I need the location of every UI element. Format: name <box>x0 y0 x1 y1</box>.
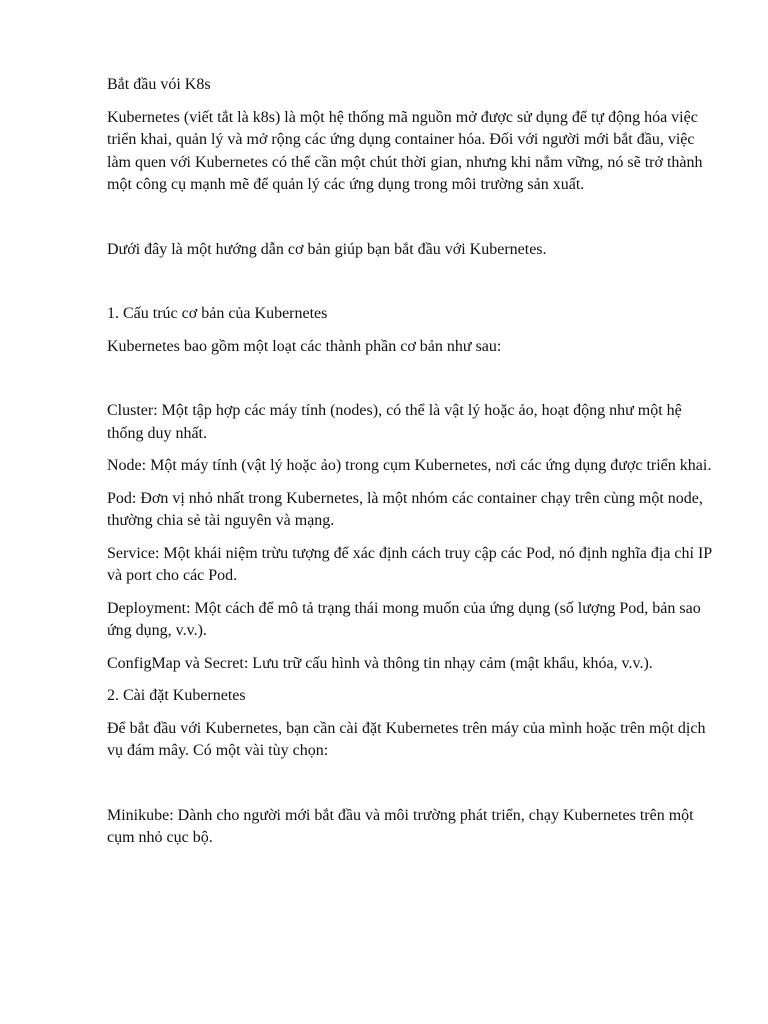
section2-intro: Để bắt đầu với Kubernetes, bạn cần cài đặt Kubernetes trên máy của mình hoặc trên một dịch vụ đám mây. Có một vài tùy chọn: <box>107 719 706 759</box>
section1-intro: Kubernetes bao gồm một loạt các thành phần cơ bản như sau: <box>107 337 502 355</box>
document-body <box>107 74 722 850</box>
guide-intro-paragraph: Dưới đây là một hướng dẫn cơ bản giúp bạn bắt đầu với Kubernetes. <box>107 240 547 258</box>
intro-paragraph: Kubernetes (viết tắt là k8s) là một hệ thống mã nguồn mở được sử dụng để tự động hóa việc triển khai, quản lý và mở rộng các ứng dụng container hóa. Đối với người mới bắt đầu, việc làm quen với Kubernetes có thể cần một chút thời gian, nhưng khi nắm vững, nó sẽ trở thành một công cụ mạnh mẽ để quản lý các ứng dụng trong môi trường sản xuất. <box>107 108 703 193</box>
section2-heading: 2. Cài đặt Kubernetes <box>107 687 246 704</box>
document-title: Bắt đầu vói K8s <box>107 76 211 93</box>
section2-item-minikube: Minikube: Dành cho người mới bắt đầu và môi trường phát triển, chạy Kubernetes trên một cụm nhỏ cục bộ. <box>107 806 694 846</box>
section1-item-configmap-secret: ConfigMap và Secret: Lưu trữ cấu hình và thông tin nhạy cảm (mật khẩu, khóa, v.v.). <box>107 654 653 672</box>
section1-item-deployment: Deployment: Một cách để mô tả trạng thái mong muốn của ứng dụng (số lượng Pod, bản sao ứng dụng, v.v.). <box>107 599 701 639</box>
section1-heading: 1. Cấu trúc cơ bản của Kubernetes <box>107 305 328 322</box>
section1-item-pod: Pod: Đơn vị nhỏ nhất trong Kubernetes, là một nhóm các container chạy trên cùng một node, thường chia sẻ tài nguyên và mạng. <box>107 489 703 529</box>
section1-item-service: Service: Một khái niệm trừu tượng để xác định cách truy cập các Pod, nó định nghĩa địa chỉ IP và port cho các Pod. <box>107 544 712 584</box>
section1-item-cluster: Cluster: Một tập hợp các máy tính (nodes), có thể là vật lý hoặc ảo, hoạt động như một hệ thống duy nhất. <box>107 402 682 442</box>
section1-item-node: Node: Một máy tính (vật lý hoặc ảo) trong cụm Kubernetes, nơi các ứng dụng được triển khai. <box>107 457 712 474</box>
